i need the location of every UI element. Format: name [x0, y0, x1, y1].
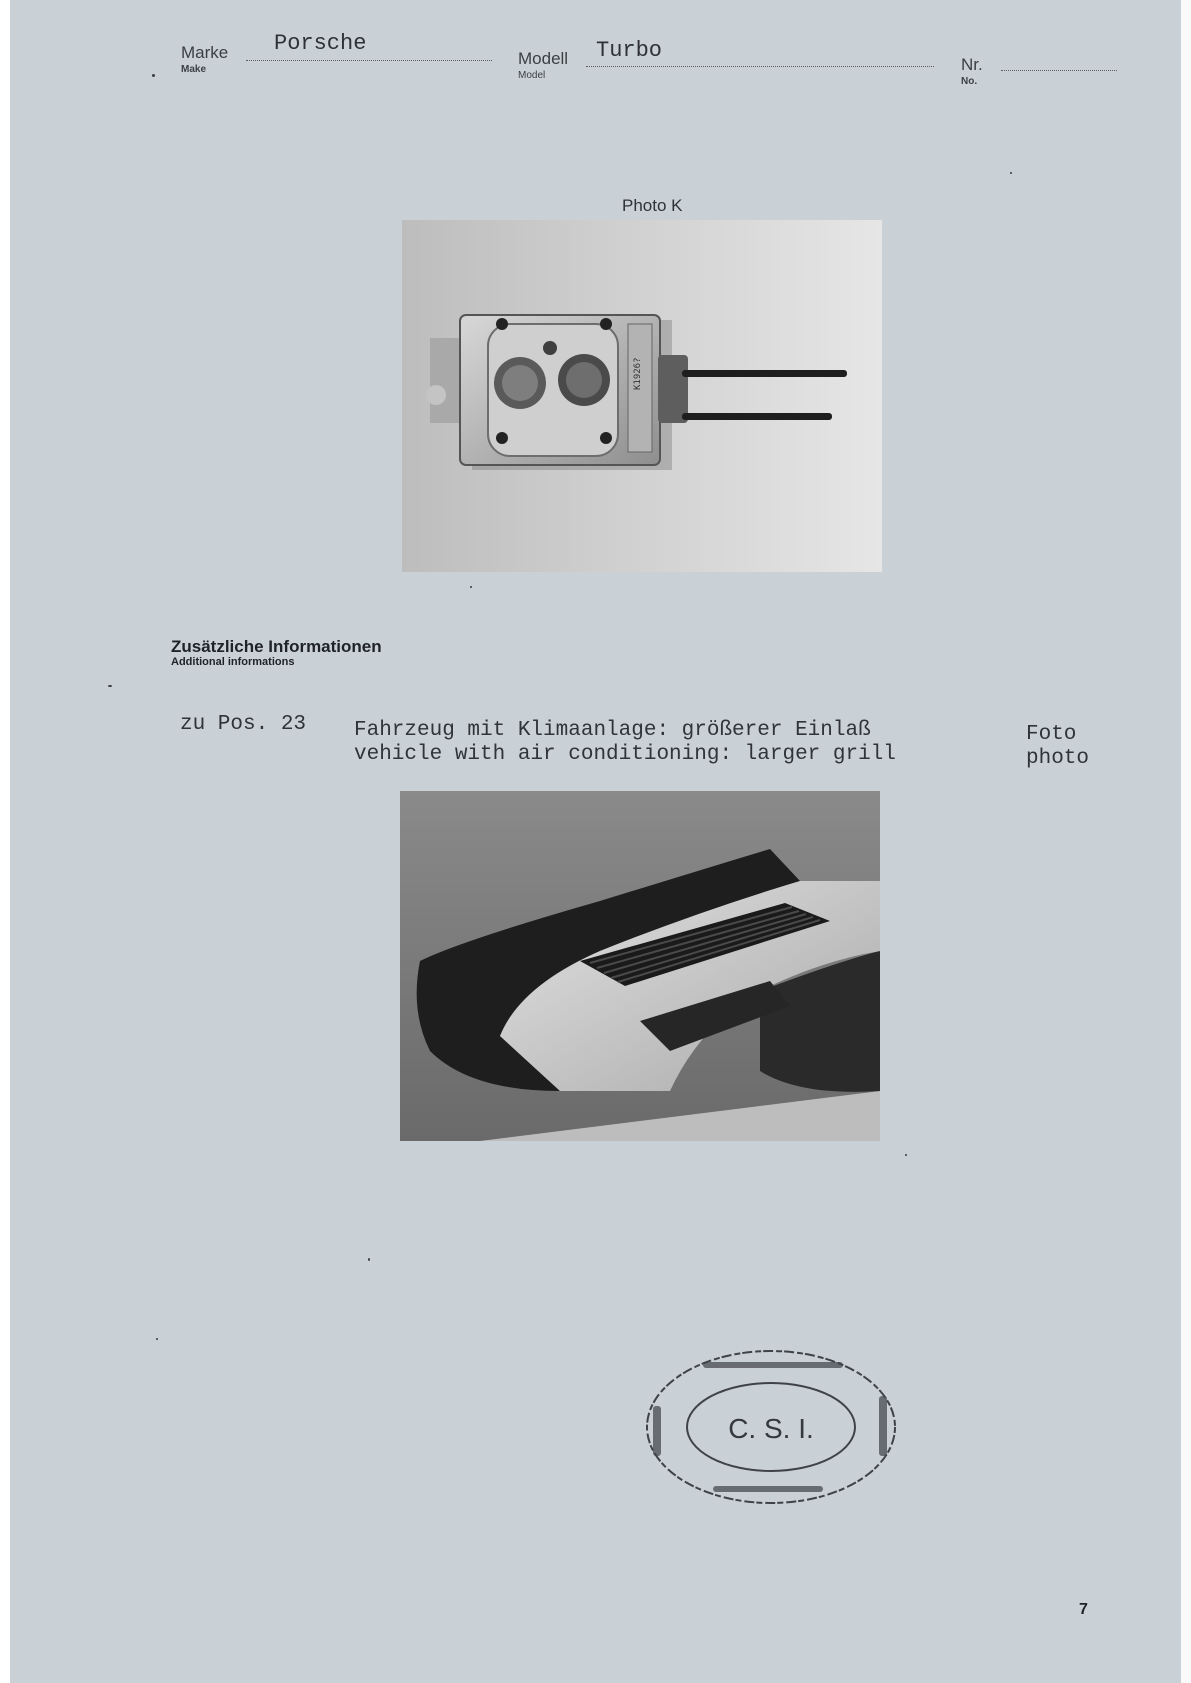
speck	[905, 1154, 907, 1156]
entry-line-german: Fahrzeug mit Klimaanlage: größerer Einlaß	[354, 719, 871, 742]
model-label: Modell	[518, 49, 569, 68]
entry-ref-german: Foto	[1026, 723, 1077, 746]
make-value: Porsche	[274, 31, 367, 56]
entry-line-english: vehicle with air conditioning: larger grill	[354, 743, 896, 766]
speck	[1010, 172, 1012, 174]
csi-stamp	[643, 1346, 899, 1508]
additional-info-title: Zusätzliche Informationen	[171, 637, 382, 656]
photo-k-caption: Photo K	[622, 196, 683, 215]
speck	[152, 74, 155, 77]
make-line	[246, 60, 492, 61]
page-number: 7	[1079, 1601, 1088, 1618]
page-edge	[1181, 0, 1191, 1683]
speck	[470, 586, 472, 588]
entry-ref-english: photo	[1026, 747, 1090, 770]
make-label: Marke	[181, 43, 229, 62]
stamp-center-text: C. S. I.	[728, 1413, 814, 1444]
model-value: Turbo	[596, 38, 663, 63]
number-line	[1001, 70, 1117, 71]
make-sub-label: Make	[181, 64, 207, 75]
number-sub-label: No.	[961, 76, 978, 87]
speck	[108, 685, 112, 687]
number-label: Nr.	[961, 55, 983, 74]
model-line	[586, 66, 934, 67]
speck	[368, 1258, 370, 1261]
additional-info-subtitle: Additional informations	[171, 656, 295, 668]
photo-k-cylinder-head	[402, 220, 882, 572]
rear-spoiler-photo	[400, 791, 880, 1141]
speck	[156, 1338, 158, 1340]
photo-engine-lid-grill	[400, 791, 880, 1141]
entry-position: zu Pos. 23	[180, 713, 307, 736]
casting-mark: K1926?	[633, 357, 643, 390]
model-sub-label: Model	[518, 70, 546, 81]
cylinder-head-photo	[402, 220, 882, 572]
